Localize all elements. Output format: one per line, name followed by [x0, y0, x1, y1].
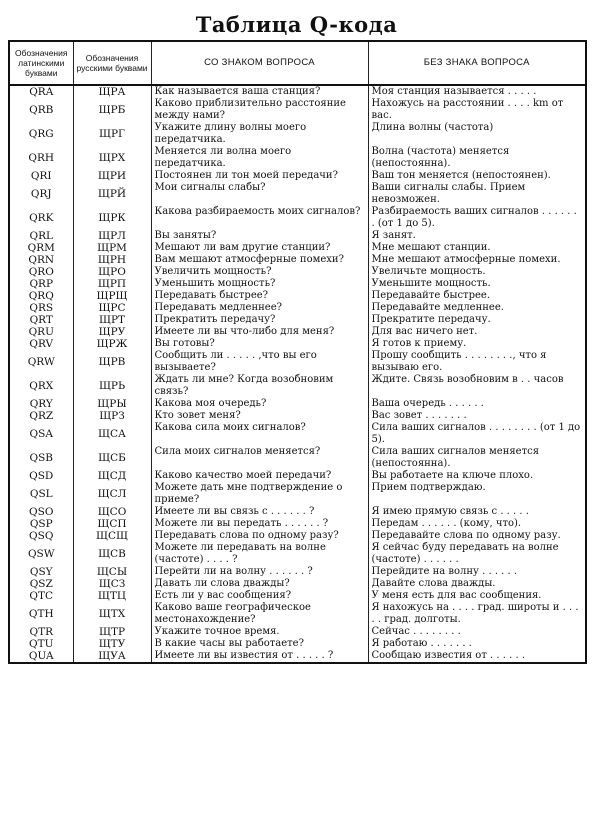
answer-text: Уменьшите мощность.: [368, 278, 586, 290]
question-text: Мешают ли вам другие станции?: [151, 242, 368, 254]
code-latin: QRP: [9, 278, 73, 290]
question-text: Кто зовет меня?: [151, 410, 368, 422]
code-russian: ЩРО: [73, 266, 151, 278]
question-text: Какова моя очередь?: [151, 398, 368, 410]
q-code-table: [8, 40, 587, 664]
code-latin: QRG: [9, 122, 73, 146]
code-russian: ЩСЩ: [73, 530, 151, 542]
code-latin: QSW: [9, 542, 73, 566]
answer-text: Прекратите передачу.: [368, 314, 586, 326]
question-text: Передавать слова по одному разу?: [151, 530, 368, 542]
question-text: В какие часы вы работаете?: [151, 638, 368, 650]
answer-text: Моя станция называется . . . . .: [368, 85, 586, 98]
answer-text: Я работаю . . . . . . .: [368, 638, 586, 650]
answer-text: Сообщаю известия от . . . . . .: [368, 650, 586, 663]
question-text: Имеете ли вы известия от . . . . . ?: [151, 650, 368, 663]
code-russian: ЩРИ: [73, 170, 151, 182]
code-latin: QTR: [9, 626, 73, 638]
answer-text: Я нахожусь на . . . . град. широты и . . . . . град. долготы.: [368, 602, 586, 626]
question-text: Давать ли слова дважды?: [151, 578, 368, 590]
header-with-question: СО ЗНАКОМ ВОПРОСА: [151, 41, 368, 85]
code-latin: QSY: [9, 566, 73, 578]
question-text: Какова сила моих сигналов?: [151, 422, 368, 446]
table-row: [9, 518, 586, 530]
code-latin: QRV: [9, 338, 73, 350]
question-text: Сообщить ли . . . . . ,что вы его вызываете?: [151, 350, 368, 374]
code-latin: QRB: [9, 98, 73, 122]
answer-text: Прием подтверждаю.: [368, 482, 586, 506]
code-latin: QRM: [9, 242, 73, 254]
question-text: Вам мешают атмосферные помехи?: [151, 254, 368, 266]
code-russian: ЩРЬ: [73, 374, 151, 398]
question-text: Прекратить передачу?: [151, 314, 368, 326]
header-latin: Обозначения латинскими буквами: [9, 41, 73, 85]
header-russian: Обозначения русскими буквами: [73, 41, 151, 85]
table-row: [9, 254, 586, 266]
code-latin: QSZ: [9, 578, 73, 590]
code-latin: QSO: [9, 506, 73, 518]
code-latin: QSL: [9, 482, 73, 506]
code-russian: ЩСЫ: [73, 566, 151, 578]
table-row: [9, 530, 586, 542]
code-russian: ЩРМ: [73, 242, 151, 254]
question-text: Ждать ли мне? Когда возобновим связь?: [151, 374, 368, 398]
answer-text: Нахожусь на расстоянии . . . . km от вас.: [368, 98, 586, 122]
code-russian: ЩСЛ: [73, 482, 151, 506]
answer-text: Давайте слова дважды.: [368, 578, 586, 590]
table-row: [9, 146, 586, 170]
code-russian: ЩРЛ: [73, 230, 151, 242]
code-russian: ЩРБ: [73, 98, 151, 122]
table-row: [9, 506, 586, 518]
code-latin: QTC: [9, 590, 73, 602]
code-russian: ЩРЗ: [73, 410, 151, 422]
table-row: [9, 650, 586, 663]
code-russian: ЩСП: [73, 518, 151, 530]
table-row: [9, 350, 586, 374]
table-row: [9, 290, 586, 302]
answer-text: Ваши сигналы слабы. Прием невозможен.: [368, 182, 586, 206]
code-russian: ЩРК: [73, 206, 151, 230]
answer-text: Разбираемость ваших сигналов . . . . . . . (от 1 до 5).: [368, 206, 586, 230]
table-row: [9, 314, 586, 326]
header-without-question: БЕЗ ЗНАКА ВОПРОСА: [368, 41, 586, 85]
code-latin: QRZ: [9, 410, 73, 422]
code-russian: ЩСЗ: [73, 578, 151, 590]
question-text: Как называется ваша станция?: [151, 85, 368, 98]
answer-text: Я готов к приему.: [368, 338, 586, 350]
code-latin: QRO: [9, 266, 73, 278]
page-title: Таблица Q-кода: [195, 12, 398, 37]
question-text: Имеете ли вы связь с . . . . . . ?: [151, 506, 368, 518]
table-row: [9, 566, 586, 578]
question-text: Вы готовы?: [151, 338, 368, 350]
code-russian: ЩРС: [73, 302, 151, 314]
answer-text: Мне мешают станции.: [368, 242, 586, 254]
code-latin: QRU: [9, 326, 73, 338]
code-russian: ЩРА: [73, 85, 151, 98]
table-row: [9, 122, 586, 146]
question-text: Есть ли у вас сообщения?: [151, 590, 368, 602]
code-latin: QRA: [9, 85, 73, 98]
table-row: [9, 602, 586, 626]
code-latin: QSP: [9, 518, 73, 530]
code-latin: QRK: [9, 206, 73, 230]
answer-text: Передавайте медленнее.: [368, 302, 586, 314]
question-text: Имеете ли вы что-либо для меня?: [151, 326, 368, 338]
question-text: Сила моих сигналов меняется?: [151, 446, 368, 470]
table-row: [9, 638, 586, 650]
code-russian: ЩСО: [73, 506, 151, 518]
answer-text: Волна (частота) меняется (непостоянна).: [368, 146, 586, 170]
code-latin: QTU: [9, 638, 73, 650]
table-row: [9, 590, 586, 602]
answer-text: Я занят.: [368, 230, 586, 242]
code-russian: ЩРП: [73, 278, 151, 290]
question-text: Можете дать мне подтверждение о приеме?: [151, 482, 368, 506]
code-russian: ЩСБ: [73, 446, 151, 470]
question-text: Можете ли передавать на волне (частоте) . . . . ?: [151, 542, 368, 566]
question-text: Меняется ли волна моего передатчика.: [151, 146, 368, 170]
code-russian: ЩТЦ: [73, 590, 151, 602]
code-latin: QRW: [9, 350, 73, 374]
question-text: Каково приблизительно расстояние между нами?: [151, 98, 368, 122]
question-text: Уменьшить мощность?: [151, 278, 368, 290]
code-russian: ЩРЫ: [73, 398, 151, 410]
code-latin: QRS: [9, 302, 73, 314]
code-russian: ЩРН: [73, 254, 151, 266]
answer-text: Передам . . . . . . (кому, что).: [368, 518, 586, 530]
table-row: [9, 302, 586, 314]
code-russian: ЩУА: [73, 650, 151, 663]
question-text: Увеличить мощность?: [151, 266, 368, 278]
answer-text: Я имею прямую связь с . . . . .: [368, 506, 586, 518]
table-body: [9, 85, 586, 663]
question-text: Каково ваше географическое местонахождение?: [151, 602, 368, 626]
answer-text: Вас зовет . . . . . . .: [368, 410, 586, 422]
table-row: [9, 410, 586, 422]
question-text: Перейти ли на волну . . . . . . ?: [151, 566, 368, 578]
answer-text: Вы работаете на ключе плохо.: [368, 470, 586, 482]
code-russian: ЩТХ: [73, 602, 151, 626]
code-latin: QTH: [9, 602, 73, 626]
table-row: [9, 278, 586, 290]
table-row: [9, 446, 586, 470]
code-latin: QRY: [9, 398, 73, 410]
code-latin: QRX: [9, 374, 73, 398]
code-russian: ЩРУ: [73, 326, 151, 338]
code-russian: ЩРГ: [73, 122, 151, 146]
question-text: Какова разбираемость моих сигналов?: [151, 206, 368, 230]
table-row: [9, 422, 586, 446]
table-row: [9, 578, 586, 590]
question-text: Каково качество моей передачи?: [151, 470, 368, 482]
code-russian: ЩСВ: [73, 542, 151, 566]
question-text: Укажите точное время.: [151, 626, 368, 638]
answer-text: Ваш тон меняется (непостоянен).: [368, 170, 586, 182]
table-row: [9, 470, 586, 482]
table-row: [9, 626, 586, 638]
question-text: Передавать быстрее?: [151, 290, 368, 302]
answer-text: У меня есть для вас сообщения.: [368, 590, 586, 602]
question-text: Укажите длину волны моего передатчика.: [151, 122, 368, 146]
table-row: [9, 266, 586, 278]
answer-text: Сила ваших сигналов меняется (непостоянна).: [368, 446, 586, 470]
answer-text: Я сейчас буду передавать на волне (частоте) . . . . . .: [368, 542, 586, 566]
table-row: [9, 206, 586, 230]
code-latin: QUA: [9, 650, 73, 663]
code-latin: QRL: [9, 230, 73, 242]
answer-text: Для вас ничего нет.: [368, 326, 586, 338]
table-row: [9, 398, 586, 410]
code-russian: ЩРЩ: [73, 290, 151, 302]
answer-text: Ваша очередь . . . . . .: [368, 398, 586, 410]
table-row: [9, 326, 586, 338]
code-russian: ЩРЖ: [73, 338, 151, 350]
question-text: Мои сигналы слабы?: [151, 182, 368, 206]
code-latin: QRQ: [9, 290, 73, 302]
code-latin: QRH: [9, 146, 73, 170]
table-row: [9, 242, 586, 254]
code-latin: QRN: [9, 254, 73, 266]
answer-text: Передавайте быстрее.: [368, 290, 586, 302]
code-latin: QRJ: [9, 182, 73, 206]
answer-text: Перейдите на волну . . . . . .: [368, 566, 586, 578]
table-row: [9, 542, 586, 566]
table-row: [9, 230, 586, 242]
question-text: Постоянен ли тон моей передачи?: [151, 170, 368, 182]
table-row: [9, 482, 586, 506]
code-latin: QRT: [9, 314, 73, 326]
table-row: [9, 374, 586, 398]
answer-text: Ждите. Связь возобновим в . . часов: [368, 374, 586, 398]
code-russian: ЩРТ: [73, 314, 151, 326]
code-russian: ЩТР: [73, 626, 151, 638]
answer-text: Длина волны (частота): [368, 122, 586, 146]
question-text: Вы заняты?: [151, 230, 368, 242]
code-latin: QSB: [9, 446, 73, 470]
answer-text: Передавайте слова по одному разу.: [368, 530, 586, 542]
page: [8, 10, 585, 833]
answer-text: Сила ваших сигналов . . . . . . . . (от 1 до 5).: [368, 422, 586, 446]
question-text: Передавать медленнее?: [151, 302, 368, 314]
code-latin: QSD: [9, 470, 73, 482]
answer-text: Сейчас . . . . . . . .: [368, 626, 586, 638]
answer-text: Увеличьте мощность.: [368, 266, 586, 278]
table-row: [9, 338, 586, 350]
code-russian: ЩРВ: [73, 350, 151, 374]
table-row: [9, 182, 586, 206]
question-text: Можете ли вы передать . . . . . . ?: [151, 518, 368, 530]
table-row: [9, 85, 586, 98]
table-row: [9, 98, 586, 122]
answer-text: Мне мешают атмосферные помехи.: [368, 254, 586, 266]
code-latin: QRI: [9, 170, 73, 182]
header-row: [9, 41, 586, 85]
code-russian: ЩРХ: [73, 146, 151, 170]
code-russian: ЩСД: [73, 470, 151, 482]
code-russian: ЩСА: [73, 422, 151, 446]
answer-text: Прошу сообщить . . . . . . . ., что я вызываю его.: [368, 350, 586, 374]
table-row: [9, 170, 586, 182]
code-russian: ЩТУ: [73, 638, 151, 650]
code-latin: QSQ: [9, 530, 73, 542]
code-latin: QSA: [9, 422, 73, 446]
code-russian: ЩРЙ: [73, 182, 151, 206]
